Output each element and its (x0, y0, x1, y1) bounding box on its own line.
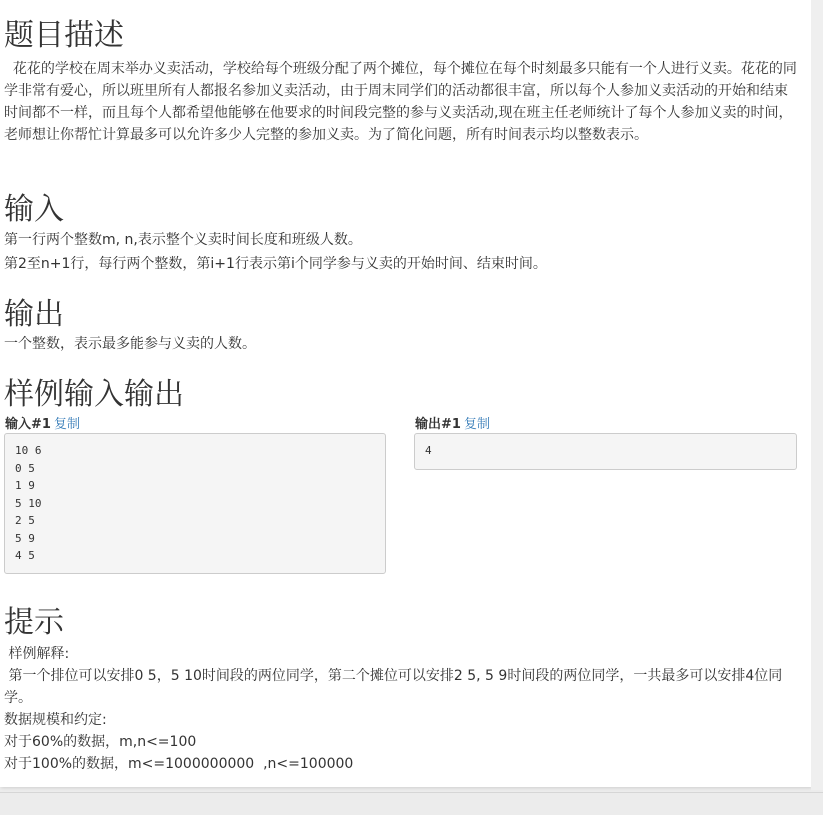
heading-samples: 样例输入输出 (4, 377, 184, 412)
sample-input-title: 输入#1 (5, 417, 51, 432)
hint-line-5: 对于100%的数据，m<=1000000000 ,n<=100000 (4, 756, 354, 772)
output-description (4, 333, 799, 355)
output-line-1: 一个整数，表示最多能参与义卖的人数。 (4, 336, 256, 352)
hint-line-2: 第一个排位可以安排0 5，5 10时间段的两位同学，第二个摊位可以安排2 5, 5 9时间段的两位同学，一共最多可以安排4位同学。 (4, 668, 783, 706)
input-line-1: 第一行两个整数m, n,表示整个义卖时间长度和班级人数。 (4, 232, 362, 248)
bottom-bar (0, 792, 823, 815)
sample-input-label (5, 413, 80, 432)
heading-hint: 提示 (4, 605, 64, 640)
sample-input-box[interactable]: 10 6 0 5 1 9 5 10 2 5 5 9 4 5 (4, 433, 386, 574)
sample-output-box[interactable]: 4 (414, 433, 797, 470)
hint-line-3: 数据规模和约定: (4, 712, 107, 728)
description-text (4, 58, 799, 146)
copy-output-button[interactable]: 复制 (463, 417, 490, 432)
hint-line-4: 对于60%的数据，m,n<=100 (4, 734, 197, 750)
heading-input: 输入 (4, 192, 64, 227)
hint-line-1: 样例解释: (4, 646, 70, 662)
hint-text (4, 643, 799, 775)
input-description (4, 229, 799, 275)
sample-output-label (415, 413, 490, 432)
heading-output: 输出 (4, 297, 64, 332)
sample-output-title: 输出#1 (415, 417, 461, 432)
description-paragraph: 花花的学校在周末举办义卖活动，学校给每个班级分配了两个摊位，每个摊位在每个时刻最多只能有一个人进行义卖。花花的同学非常有爱心，所以班里所有人都报名参加义卖活动，由于周末同学们的活动都很丰富，所以每个人参加义卖活动的开始和结束时间都不一样，而且每个人都希望他能够在他要求的时间段完整的参与义卖活动,现在班主任老师统计了每个人参加义卖的时间，老师想让你帮忙计算最多可以允许多少人完整的参加义卖。为了简化问题，所有时间表示均以整数表示。 (4, 61, 797, 143)
input-line-2: 第2至n+1行，每行两个整数，第i+1行表示第i个同学参与义卖的开始时间、结束时间。 (4, 256, 547, 272)
heading-description: 题目描述 (4, 18, 124, 53)
scrollbar-track[interactable] (811, 0, 823, 790)
copy-input-button[interactable]: 复制 (53, 417, 80, 432)
